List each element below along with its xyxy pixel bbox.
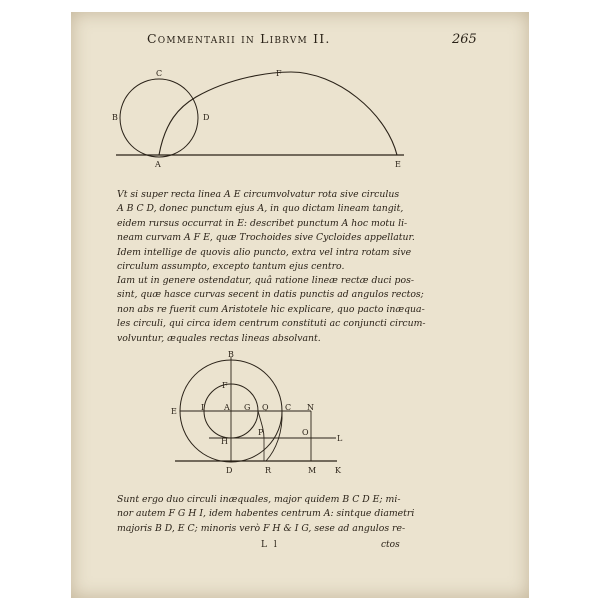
paragraph-3-line: Sunt ergo duo circuli inæquales, major quidem B C D E; mi- [117,494,401,505]
fig2-label-p: P [258,428,264,437]
paragraph-3-line: nor autem F G H I, idem habentes centrum A: sintque diametri [117,508,415,520]
fig2-label-h: H [221,437,228,446]
concentric-circles-figure [71,12,529,482]
paragraph-2-line: Iam ut in genere ostendatur, quâ ratione lineæ rectæ duci pos- [117,275,414,286]
label-d: D [203,113,210,122]
curve-cr [266,411,282,461]
fig2-label-f: F [222,381,228,390]
fig2-label-e: E [171,407,177,416]
label-b: B [112,113,118,122]
paragraph-2-line: les circuli, qui circa idem centrum constituti ac conjuncti circum- [117,318,426,330]
label-c: C [156,69,163,78]
catchword: ctos [381,540,400,550]
fig2-label-i: I [201,403,205,412]
fig2-label-l: L [337,434,343,443]
paragraph-1-line: Idem intellige de quovis alio puncto, extra vel intra rotam sive [117,246,412,258]
paragraph-2-line: volvuntur, æquales rectas lineas absolvant. [117,332,321,344]
paragraph-1-line: circulum assumpto, excepto tantum ejus centro. [117,261,345,273]
fig2-label-g: G [244,403,251,412]
paragraph-1-line: Vt si super recta linea A E circumvolvatur rota sive circulus [117,189,400,200]
fig2-label-k: K [335,466,341,475]
page-number: 265 [452,32,477,47]
book-page [71,12,529,598]
label-e: E [395,160,401,169]
fig2-label-q: Q [262,403,269,412]
fig2-label-o: O [302,428,309,437]
label-a: A [155,160,161,169]
paragraph-2-line: sint, quæ hasce curvas secent in datis punctis ad angulos rectos; [117,289,424,301]
paragraph-3 [117,493,415,536]
gathering-signature: L l [261,540,279,550]
fig2-label-c: C [285,403,292,412]
fig2-label-a: A [224,403,230,412]
fig2-label-m: M [308,466,317,475]
fig2-label-r: R [265,466,272,475]
fig2-label-n: N [307,403,314,412]
paragraph-1-line: neam curvam A F E, quæ Trochoides sive Cycloides appellatur. [117,232,415,244]
fig2-label-b: B [228,350,234,359]
paragraph-1-line: A B C D, donec punctum ejus A, in quo dictam lineam tangit, [117,203,404,215]
paragraph-2-line: non abs re fuerit cum Aristotele hic explicare, quo pacto inæqua- [117,303,425,315]
running-head: Commentarii in Librvm II. [147,31,331,46]
paragraph-3-line: majoris B D, E C; minoris verò F H & I G, sese ad angulos re- [117,522,406,534]
paragraph-1-line: eidem rursus occurrat in E: describet punctum A hoc motu li- [117,217,408,229]
label-f: F [276,69,282,78]
fig2-label-d: D [226,466,233,475]
